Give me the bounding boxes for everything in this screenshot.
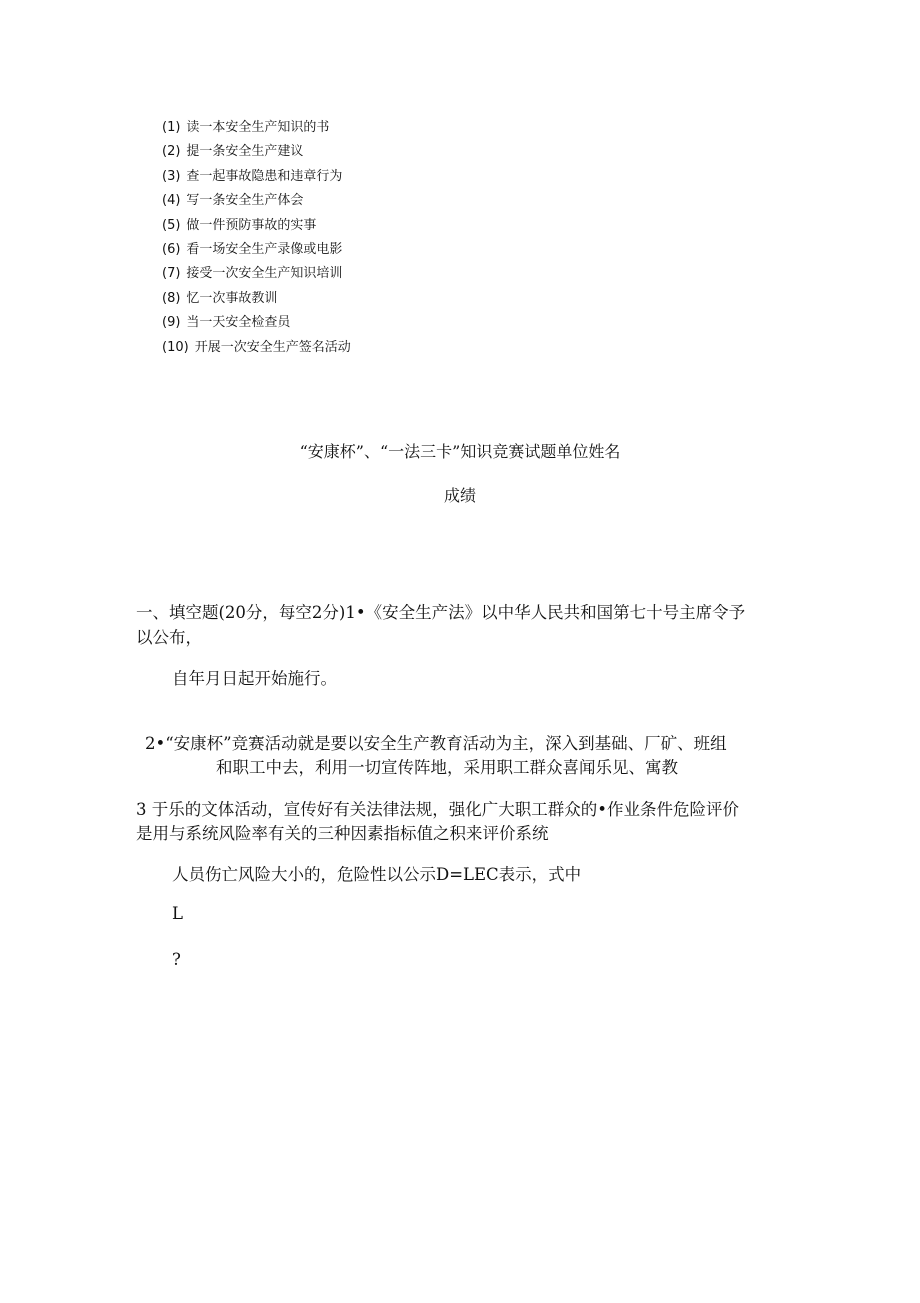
quiz-title: “安康杯”、“一法三卡”知识竞赛试题单位姓名 — [299, 442, 621, 461]
text-line: 是用与系统风险率有关的三种因素指标值之积来评价系统 — [136, 824, 549, 843]
list-item: (7) 接受一次安全生产知识培训 — [162, 266, 343, 282]
list-item: (5) 做一件预防事故的实事 — [162, 217, 317, 233]
fill-blank-heading: 一、填空题(20分，每空2分)1•《安全生产法》以中华人民共和国第七十号主席令予 — [136, 603, 746, 622]
list-item: (4) 写一条安全生产体会 — [162, 193, 304, 209]
text-line: 和职工中去，利用一切宣传阵地，采用职工群众喜闻乐见、寓教 — [216, 758, 678, 777]
list-item: (2) 提一条安全生产建议 — [162, 144, 304, 160]
question-3: 3 于乐的文体活动，宣传好有关法律法规，强化广大职工群众的•作业条件危险评价 — [136, 800, 739, 819]
score-label: 成绩 — [443, 486, 476, 505]
list-item: (3) 查一起事故隐患和违章行为 — [162, 168, 343, 184]
question-mark: ? — [172, 950, 181, 969]
list-item: (1) 读一本安全生产知识的书 — [162, 120, 330, 135]
text-line: 人员伤亡风险大小的，危险性以公示D=LEC表示，式中 — [172, 865, 582, 884]
list-item: (9) 当一天安全检查员 — [162, 315, 291, 331]
list-item: (10) 开展一次安全生产签名活动 — [162, 339, 351, 355]
text-line: 以公布， — [136, 628, 202, 647]
question-2: 2•“安康杯”竞赛活动就是要以安全生产教育活动为主，深入到基础、厂矿、班组 — [145, 734, 727, 753]
text-line: 自年月日起开始施行。 — [172, 669, 337, 688]
list-item: (8) 忆一次事故教训 — [162, 290, 278, 306]
list-item: (6) 看一场安全生产录像或电影 — [162, 242, 343, 258]
l-label: L — [172, 904, 183, 923]
activity-list — [162, 116, 351, 360]
